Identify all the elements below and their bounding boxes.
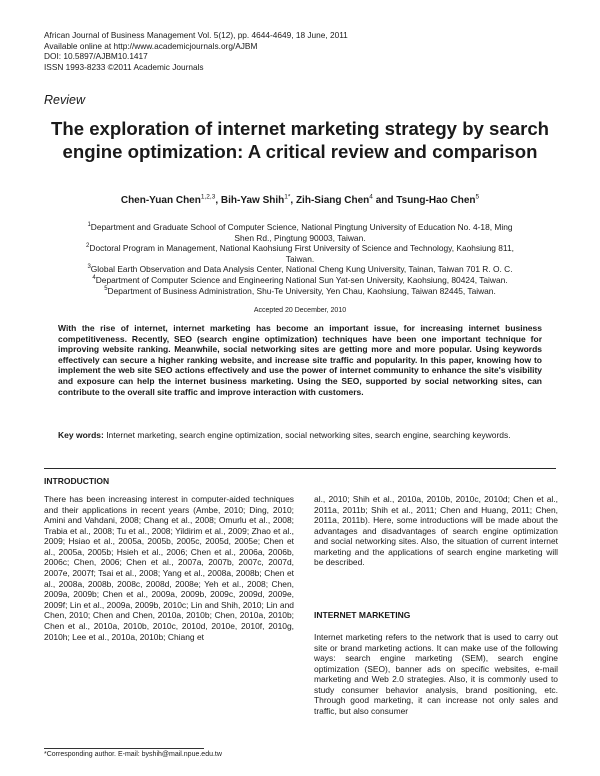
author-separator: and [372, 195, 397, 206]
author-name: Bih-Yaw Shih [220, 195, 285, 206]
author-list [44, 195, 556, 206]
introduction-paragraph: There has been increasing interest in computer-aided techniques and their applications in recent years (Ambe, 2010; Ding, 2010; Amini and Vahdani, 2008; Chang et al., 2008; Omurlu et al., 2008; Trabia et al., 2008; Tu et al., 2008; Yildirim et al., 2009; Zhao et al., 2009; Hsiao et al., 2005a, 2005b, 2005c, 2005d, 2005e; Chen et al., 2005a, 2005b; Hsieh et al., 2006; Chen et al., 2006a, 2006b, 2006c; Chen, 2006; Chen et al., 2007a, 2007b, 2007c, 2007d, 2007e, 2007f; Tsai et al., 2008; Yang et al., 2008a, 2008b; Chen et al., 2008a, 2008b, 2008c, 2008d, 2008e; Yeh et al., 2008; Chen, 2009a, 2009b; Chen et al., 2009a, 2009b, 2009c, 2009d, 2009e, 2009f; Lin et al., 2009a, 2009b, 2010c; Lin and Shih, 2010; Lin and Chen, 2010; Chen and Chen, 2010a, 2010b; Chen, 2010a, 2010b; Chen et al., 2010a, 2010b, 2010c, 2010d, 2010e, 2010f, 2010g, 2010h; Lee et al., 2010a, 2010b; Chiang et [44, 494, 294, 642]
issn: ISSN 1993-8233 ©2011 Academic Journals [44, 61, 204, 72]
internet-marketing-heading: INTERNET MARKETING [314, 610, 411, 620]
accepted-date: Accepted 20 December, 2010 [253, 307, 347, 314]
author-separator: , [215, 195, 221, 206]
affiliation [44, 275, 556, 286]
author-separator: , [290, 195, 296, 206]
author-affiliation-mark: 5 [475, 193, 480, 201]
section-divider [44, 468, 556, 469]
affiliation [44, 222, 556, 243]
keywords [58, 430, 542, 441]
affiliation-number: 3 [87, 264, 91, 271]
affiliation [44, 286, 556, 297]
internet-marketing-column [314, 632, 558, 717]
affiliation-number: 4 [92, 275, 96, 282]
author-affiliation-mark: 4 [369, 193, 373, 201]
affiliation-number: 1 [87, 222, 91, 229]
affiliation-text: Department of Business Administration, Shu-Te University, Yen Chau, Kaohsiung, Taiwan 82445, Taiwan. [107, 285, 496, 296]
affiliation-text: Department and Graduate School of Computer Science, National Pingtung University of Education No. 4-18, Ming Shen Rd., Pingtung 90003, Taiwan. [90, 222, 513, 243]
author-name: Chen-Yuan Chen [120, 195, 201, 206]
paper-title: The exploration of internet marketing strategy by search engine optimization: A critical review and comparison [50, 118, 550, 162]
footnote-divider [44, 748, 204, 749]
author-affiliation-number: 1 [284, 193, 288, 201]
affiliation-text: Global Earth Observation and Data Analysis Center, National Cheng Kung University, Tainan, Taiwan 701 R. O. C. [90, 264, 513, 275]
affiliation-text: Department of Computer Science and Engineering National Sun Yat-sen University, Kaohsiung, 80424, Taiwan. [95, 274, 508, 285]
affiliation-number: 5 [104, 285, 108, 292]
introduction-heading: INTRODUCTION [44, 476, 110, 486]
keywords-text: Internet marketing, search engine optimization, social networking sites, search engine, searching keywords. [103, 430, 511, 440]
keywords-label: Key words: [58, 430, 104, 440]
corresponding-author-footnote: *Corresponding author. E-mail: byshih@mail.npue.edu.tw [44, 751, 222, 758]
affiliation [44, 243, 556, 264]
introduction-paragraph-continued: al., 2010; Shih et al., 2010a, 2010b, 2010c, 2010d; Chen et al., 2011a, 2011b; Shih et al., 2011; Chen and Huang, 2011; Chen, 2011a, 2011b). Here, some introductions will be made about the advantages and disadvantages of search engine optimization and social networking sites. Also, the situation of current internet marketing and the applications of search engine marketing will be described. [314, 494, 558, 568]
introduction-left-column [44, 494, 294, 642]
introduction-right-column [314, 494, 558, 568]
article-type: Review [44, 93, 85, 107]
journal-header [44, 30, 348, 72]
affiliation-number: 2 [86, 243, 90, 250]
affiliation-list [44, 222, 556, 296]
corresponding-author-mark: * [287, 193, 291, 201]
affiliation-text: Doctoral Program in Management, National Kaohsiung First University of Science and Technology, Kaohsiung 811, Taiwan. [89, 243, 514, 264]
author-name: Tsung-Hao Chen [396, 195, 476, 206]
affiliation [44, 264, 556, 275]
author-affiliation-mark: 1,2,3 [200, 193, 216, 201]
journal-citation: African Journal of Business Management Vol. 5(12), pp. 4644-4649, 18 June, 2011 [44, 30, 348, 40]
abstract: With the rise of internet, internet marketing has become an important issue, for increasing internet business competitiveness. Recently, SEO (search engine optimization) techniques have been one important technique for improving website ranking. Meanwhile, social networking sites are getting more and more popular. Using keywords effectively can secure a higher ranking website, and increase site traffic and popularity. In this paper, knowing how to implement the web site SEO actions effectively and use the power of internet community to enhance the site's visibility and exposure can help the internet business marketing. Using the SEO, supported by social networking sites, can contribute to the overall site traffic and improve interaction with customers. [58, 323, 542, 397]
internet-marketing-paragraph: Internet marketing refers to the network that is used to carry out site or brand marketing actions. It can make use of the following ways: search engine marketing (SEM), search engine optimization (SEO), banner ads on specific websites, e-mail marketing and Web 2.0 strategies. Also, it is commonly used to study consumer behavior analysis, brand positioning, etc. Through good marketing, it can increase not only sales and traffic, but also consumer [314, 632, 558, 717]
online-availability: Available online at http://www.academicjournals.org/AJBM [44, 40, 258, 51]
author-name: Zih-Siang Chen [295, 195, 370, 206]
doi: DOI: 10.5897/AJBM10.1417 [44, 51, 148, 61]
